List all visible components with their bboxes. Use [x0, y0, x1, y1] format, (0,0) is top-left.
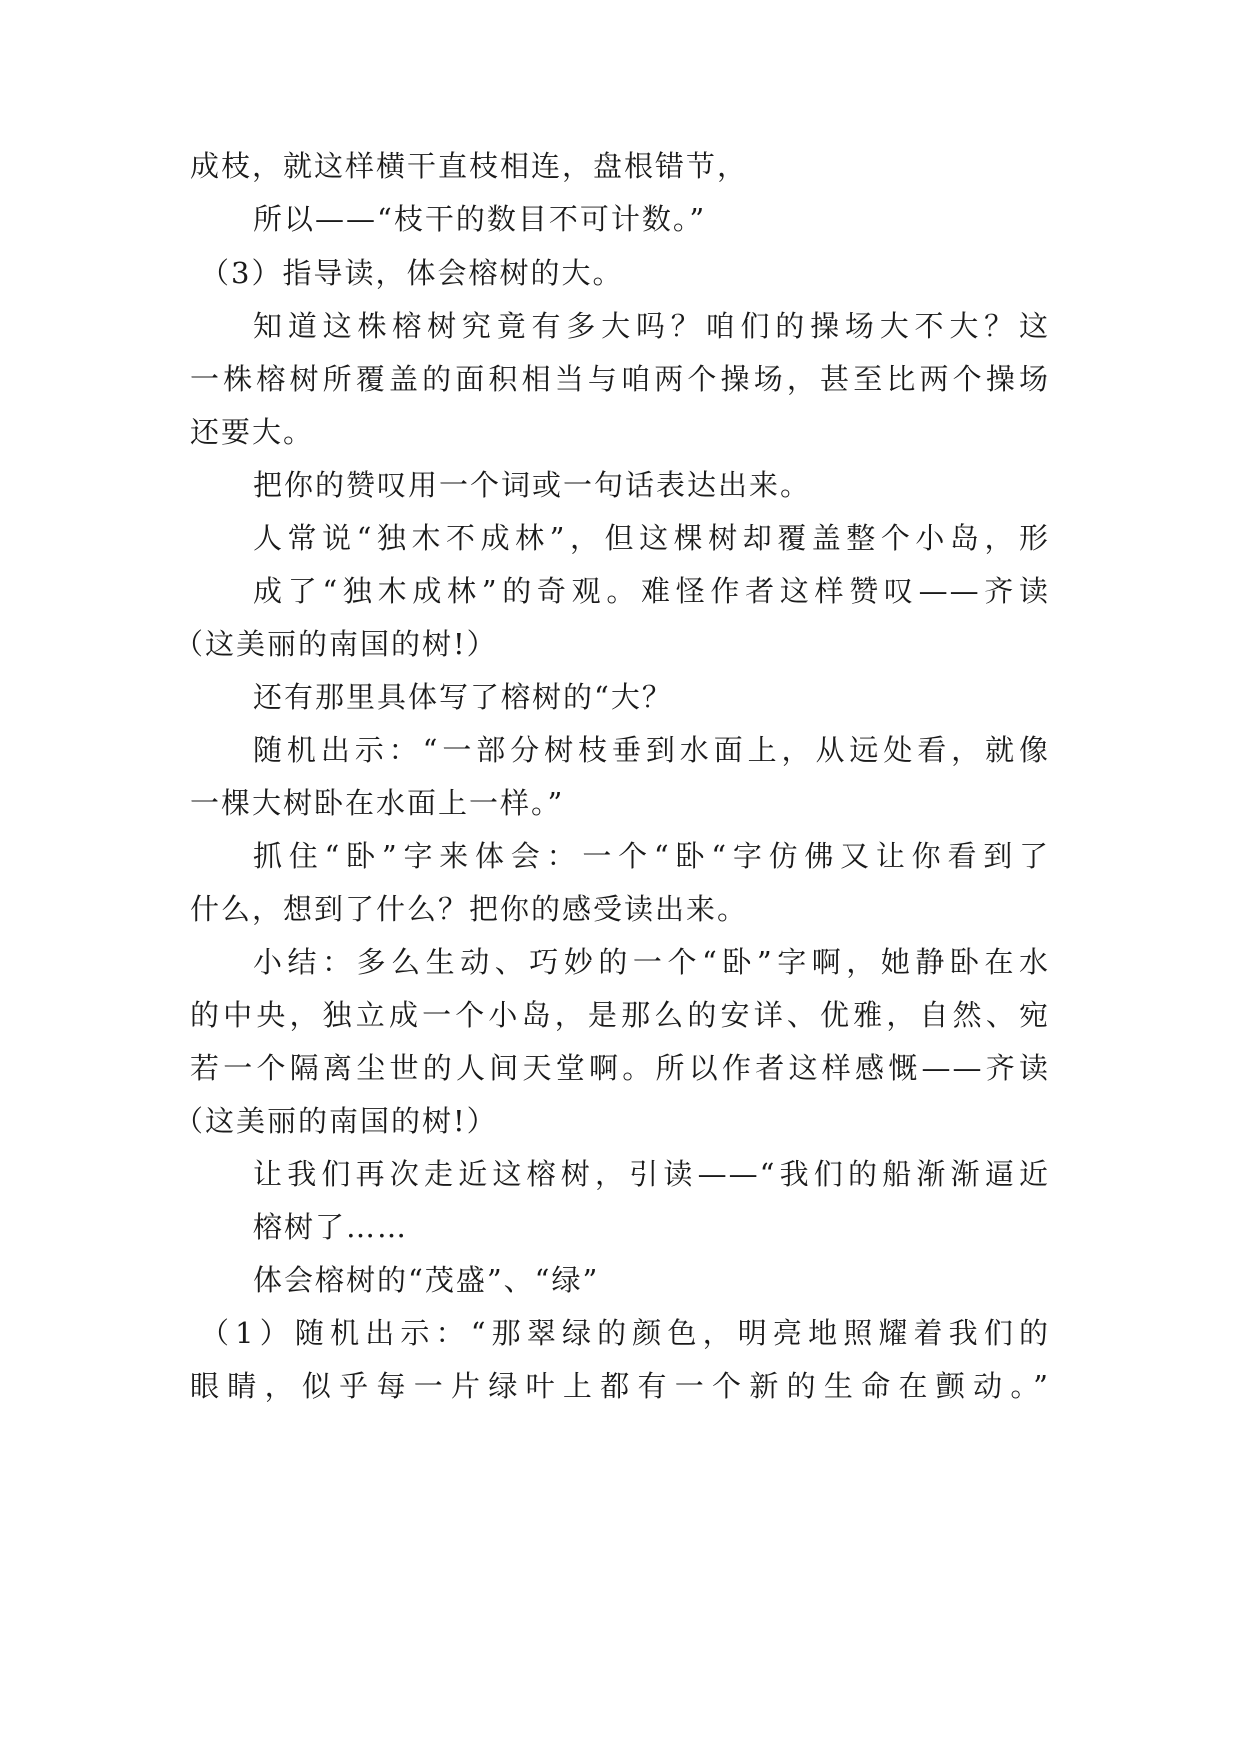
text-line: 所以——“枝干的数目不可计数。” [253, 202, 707, 236]
text-line: 小结：多么生动、巧妙的一个“卧”字啊，她静卧在水 [253, 945, 1050, 979]
text-line: 若一个隔离尘世的人间天堂啊。所以作者这样感慨——齐读 [190, 1051, 1050, 1085]
text-line: 榕树了…… [253, 1210, 409, 1244]
text-line: 一株榕树所覆盖的面积相当与咱两个操场，甚至比两个操场 [190, 362, 1050, 396]
text-line: 抓住“卧”字来体会：一个“卧“字仿佛又让你看到了 [253, 839, 1050, 873]
text-line: 人常说“独木不成林”，但这棵树却覆盖整个小岛，形 [253, 521, 1050, 555]
text-line: （3）指导读，体会榕树的大。 [200, 256, 624, 290]
text-line: 体会榕树的“茂盛”、“绿” [253, 1263, 600, 1297]
text-line: 什么，想到了什么？把你的感受读出来。 [190, 892, 749, 926]
text-line: 还有那里具体写了榕树的“大？ [253, 680, 673, 714]
text-line: 成枝，就这样横干直枝相连，盘根错节， [190, 149, 749, 183]
text-line: 眼睛，似乎每一片绿叶上都有一个新的生命在颤动。” [190, 1369, 1050, 1403]
text-line: 一棵大树卧在水面上一样。” [190, 786, 565, 820]
text-line: 让我们再次走近这榕树，引读——“我们的船渐渐逼近 [253, 1157, 1050, 1191]
text-line: 成了“独木成林”的奇观。难怪作者这样赞叹——齐读 [253, 574, 1050, 608]
text-line: 随机出示：“一部分树枝垂到水面上，从远处看，就像 [253, 733, 1050, 767]
text-line: 的中央，独立成一个小岛，是那么的安详、优雅，自然、宛 [190, 998, 1050, 1032]
text-line: 把你的赞叹用一个词或一句话表达出来。 [253, 468, 812, 502]
text-line: （这美丽的南国的树!） [174, 1104, 498, 1138]
text-line: 知道这株榕树究竟有多大吗？咱们的操场大不大？这 [253, 309, 1050, 343]
text-line: 还要大。 [190, 415, 315, 449]
text-line: （这美丽的南国的树!） [174, 627, 498, 661]
text-line: （1）随机出示：“那翠绿的颜色，明亮地照耀着我们的 [200, 1316, 1050, 1350]
